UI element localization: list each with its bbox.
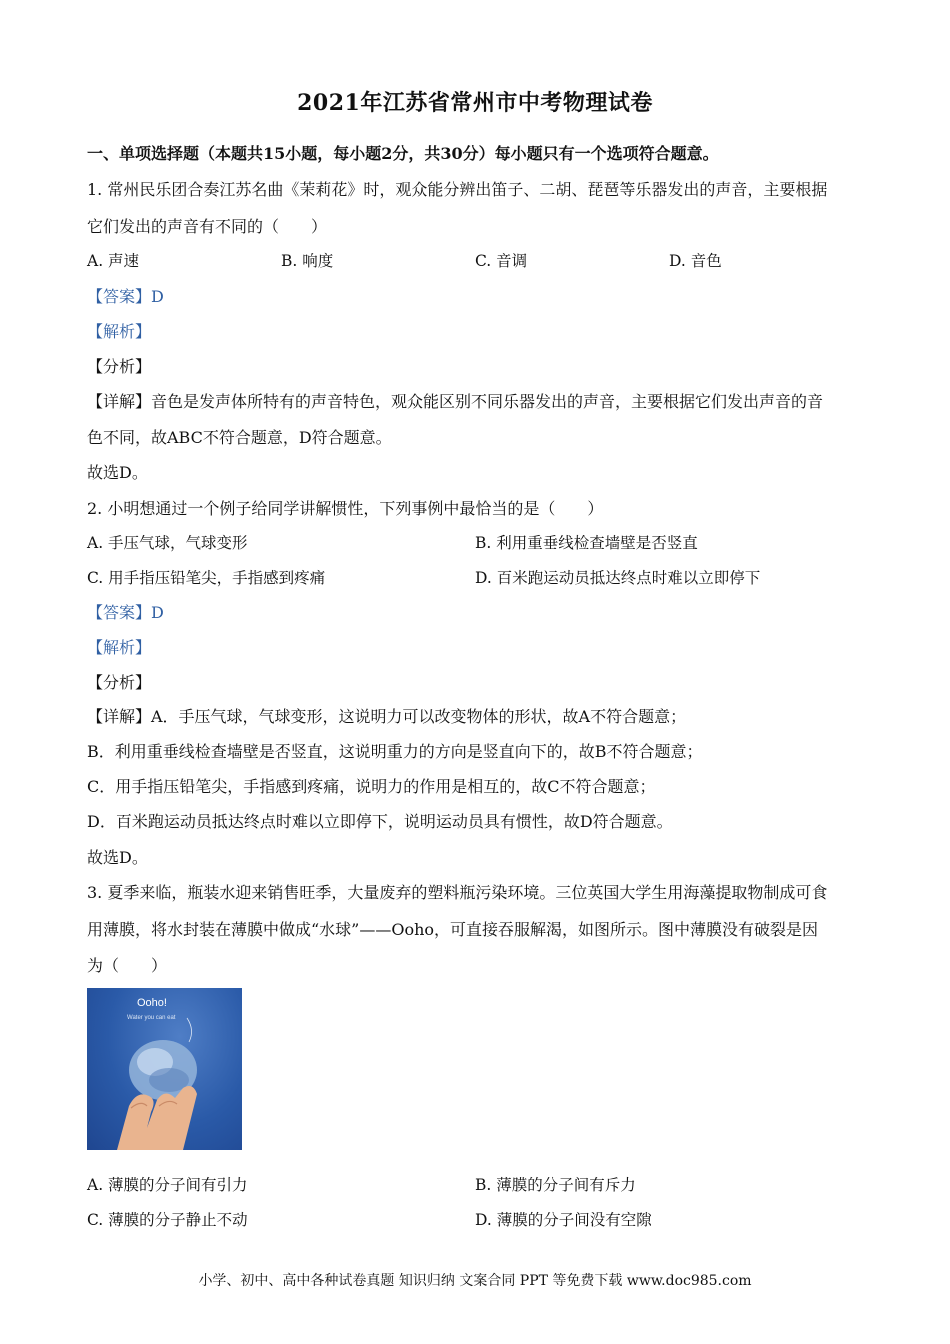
q1-answer: 【答案】D (87, 287, 164, 306)
q2-detail-c: C．用手指压铅笔尖，手指感到疼痛，说明力的作用是相互的，故C不符合题意； (87, 777, 656, 796)
photo-caption: Ooho! (137, 997, 167, 1009)
q2-detail-d: D．百米跑运动员抵达终点时难以立即停下，说明运动员具有惯性，故D符合题意。 (87, 812, 673, 831)
q3-option-c: C. 薄膜的分子静止不动 (87, 1211, 248, 1229)
q2-detail-b: B．利用重垂线检查墙壁是否竖直，这说明重力的方向是竖直向下的，故B不符合题意； (87, 742, 703, 761)
q1-detail-line2: 色不同，故ABC不符合题意，D符合题意。 (87, 428, 392, 447)
q2-option-c: C. 用手指压铅笔尖，手指感到疼痛 (87, 569, 326, 587)
q1-detail-line1: 【详解】音色是发声体所特有的声音特色，观众能区别不同乐器发出的声音，主要根据它们发出声音的音 (87, 392, 824, 411)
q1-stem-line2: 它们发出的声音有不同的（ ） (87, 217, 328, 236)
q1-conclusion: 故选D。 (87, 463, 148, 482)
q2-option-b: B. 利用重垂线检查墙壁是否竖直 (475, 534, 698, 552)
q2-answer: 【答案】D (87, 603, 164, 622)
q1-fenxi-label: 【分析】 (87, 357, 152, 376)
q3-option-b: B. 薄膜的分子间有斥力 (475, 1176, 636, 1194)
q2-detail-a: 【详解】A．手压气球，气球变形，这说明力可以改变物体的形状，故A不符合题意； (87, 707, 687, 726)
q2-option-a: A. 手压气球，气球变形 (87, 534, 248, 552)
q2-conclusion: 故选D。 (87, 848, 148, 867)
photo-subcaption: Water you can eat (127, 1015, 176, 1021)
ooho-water-ball-photo (87, 988, 242, 1150)
page-title: 2021年江苏省常州市中考物理试卷 (297, 90, 653, 116)
q1-stem-line1: 1. 常州民乐团合奏江苏名曲《茉莉花》时，观众能分辨出笛子、二胡、琵琶等乐器发出的声音，主要根据 (87, 180, 828, 199)
section-heading: 一、单项选择题（本题共15小题，每小题2分，共30分）每小题只有一个选项符合题意。 (87, 144, 719, 163)
q2-fenxi-label: 【分析】 (87, 673, 152, 692)
q3-stem-line3: 为（ ） (87, 956, 168, 975)
q3-stem-line2: 用薄膜，将水封装在薄膜中做成“水球”——Ooho，可直接吞服解渴，如图所示。图中薄膜没有破裂是因 (87, 920, 819, 939)
q1-option-b: B. 响度 (281, 252, 334, 270)
q2-stem: 2. 小明想通过一个例子给同学讲解惯性，下列事例中最恰当的是（ ） (87, 499, 604, 518)
q2-analysis-label: 【解析】 (87, 638, 152, 657)
q3-stem-line1: 3. 夏季来临，瓶装水迎来销售旺季，大量废弃的塑料瓶污染环境。三位英国大学生用海藻提取物制成可食 (87, 883, 828, 902)
q1-option-d: D. 音色 (669, 252, 722, 270)
q2-option-d: D. 百米跑运动员抵达终点时难以立即停下 (475, 569, 761, 587)
photo-illustration (87, 988, 242, 1150)
q3-option-d: D. 薄膜的分子间没有空隙 (475, 1211, 652, 1229)
q1-option-c: C. 音调 (475, 252, 528, 270)
q1-option-a: A. 声速 (87, 252, 140, 270)
q1-analysis-label: 【解析】 (87, 322, 152, 341)
page-footer: 小学、初中、高中各种试卷真题 知识归纳 文案合同 PPT 等免费下载 www.doc985.com (198, 1273, 752, 1289)
q3-option-a: A. 薄膜的分子间有引力 (87, 1176, 248, 1194)
